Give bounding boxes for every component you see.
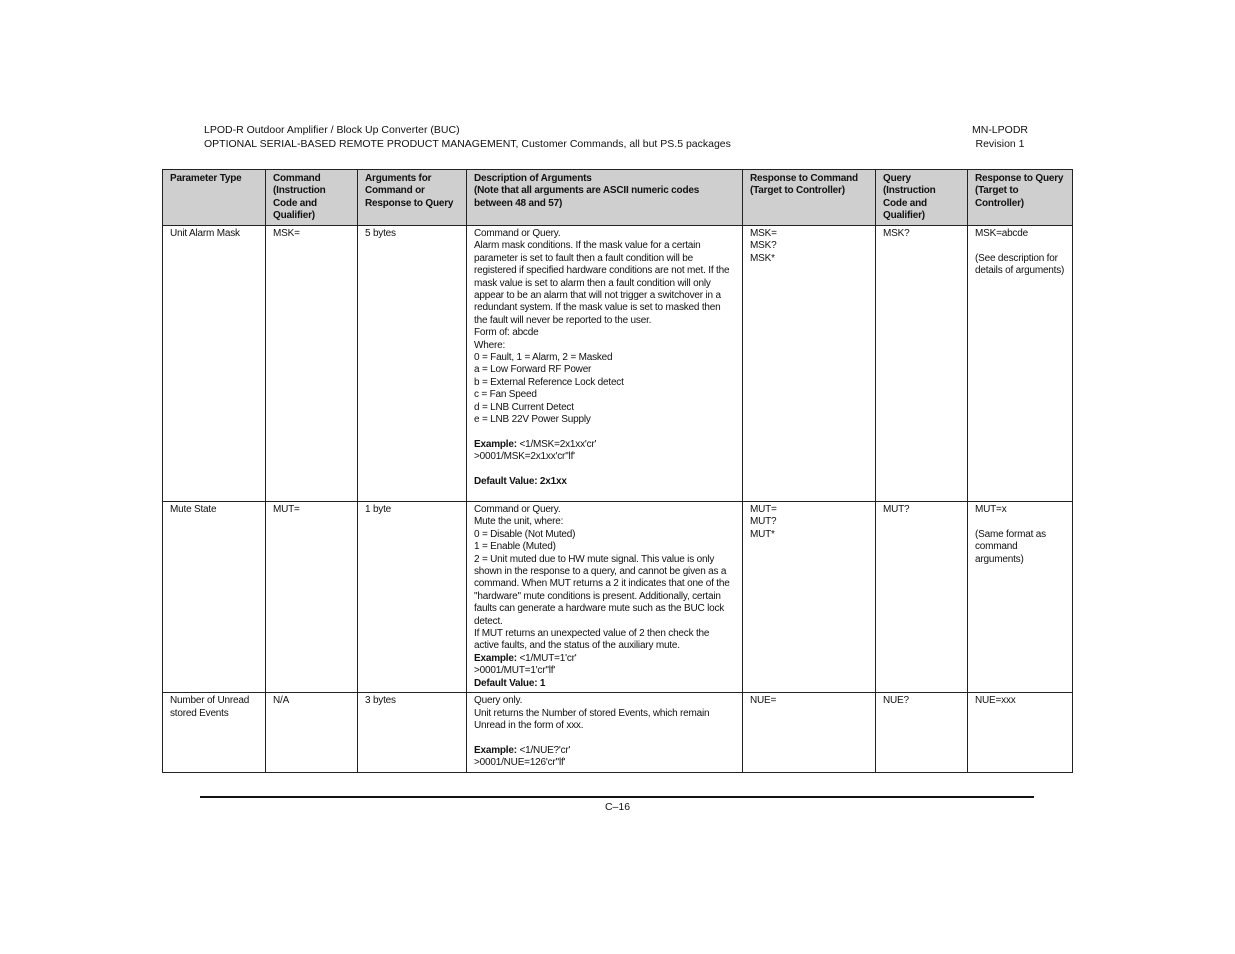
command-cell: N/A	[266, 693, 358, 772]
example-response: >0001/NUE=126'cr''lf'	[474, 757, 566, 769]
command-cell: MSK=	[266, 226, 358, 502]
header-query: Query (Instruction Code and Qualifier)	[876, 170, 968, 226]
example-label: Example:	[474, 744, 517, 756]
description-line: 2 = Unit muted due to HW mute signal. This value is only shown in the response to a query, and cannot be given as a command. When MUT returns a 2 it indicates that one of the "hardware" mute conditions is present. Additionally, certain faults can generate a hardware mute such as the BUC lock detect.	[474, 553, 730, 627]
description-line: 0 = Fault, 1 = Alarm, 2 = Masked	[474, 352, 613, 364]
example-command: <1/NUE?'cr'	[519, 744, 571, 756]
description-line: 1 = Enable (Muted)	[474, 541, 556, 553]
parameter-type-cell: Mute State	[163, 502, 266, 693]
parameter-type-cell: Unit Alarm Mask	[163, 226, 266, 502]
default-label: Default Value:	[474, 476, 538, 488]
command-cell: MUT=	[266, 502, 358, 693]
response-cell	[743, 502, 876, 693]
example-command: <1/MUT=1'cr'	[519, 652, 577, 664]
description-line: b = External Reference Lock detect	[474, 376, 624, 388]
description-line: Query only.	[474, 695, 523, 707]
document-id: MN-LPODR	[971, 124, 1028, 136]
description-cell	[467, 693, 743, 772]
revision: Revision 1	[975, 138, 1025, 150]
description-cell	[467, 502, 743, 693]
query-cell: NUE?	[876, 693, 968, 772]
table-row	[163, 693, 1073, 772]
response-cell	[743, 226, 876, 502]
command-table	[162, 169, 1073, 773]
header-arguments: Arguments for Command or Response to Query	[358, 170, 467, 226]
example-line	[474, 653, 736, 665]
example-response: >0001/MSK=2x1xx'cr''lf'	[474, 451, 575, 463]
header-parameter-type: Parameter Type	[163, 170, 266, 226]
query-response-note: (Same format as command arguments)	[975, 528, 1046, 565]
response-line: MUT*	[750, 528, 775, 540]
footer-divider	[200, 796, 1034, 798]
description-line: Form of: abcde	[474, 327, 539, 339]
table-row	[163, 226, 1073, 502]
query-response-cell	[968, 502, 1073, 693]
description-line: 0 = Disable (Not Muted)	[474, 528, 576, 540]
default-value-line	[474, 476, 736, 488]
document-header	[204, 123, 731, 151]
query-cell: MSK?	[876, 226, 968, 502]
description-line: Alarm mask conditions. If the mask value for a certain parameter is set to fault then a fault condition will be registered if specified hardware conditions are not met. If the mask value is set to alarm then a fault condition will only appear to be an alarm that will not trigger a switchover in a redundant system. If the mask value is set to masked then the fault will never be reported to the user.	[474, 240, 730, 326]
default-value: 1	[539, 677, 546, 689]
header-description-note: (Note that all arguments are ASCII numeric codes between 48 and 57)	[474, 185, 700, 209]
response-line: MSK=	[750, 228, 777, 239]
description-line: Command or Query.	[474, 504, 561, 515]
query-cell: MUT?	[876, 502, 968, 693]
document-id-block	[960, 123, 1040, 151]
example-line	[474, 439, 736, 451]
header-description-title: Description of Arguments	[474, 173, 592, 184]
response-line: MSK?	[750, 240, 777, 252]
header-title: LPOD-R Outdoor Amplifier / Block Up Converter (BUC)	[204, 124, 460, 136]
response-line: MUT?	[750, 516, 777, 528]
header-command: Command (Instruction Code and Qualifier)	[266, 170, 358, 226]
response-line: NUE=	[750, 695, 777, 707]
parameter-type-cell: Number of Unread stored Events	[163, 693, 266, 772]
query-response-cell: NUE=xxx	[968, 693, 1073, 772]
example-response: >0001/MUT=1'cr''lf'	[474, 665, 556, 677]
page-number: C–16	[604, 801, 631, 813]
table-header-row	[163, 170, 1073, 226]
arguments-cell: 1 byte	[358, 502, 467, 693]
default-value-line	[474, 678, 736, 690]
header-description	[467, 170, 743, 226]
description-line: a = Low Forward RF Power	[474, 364, 592, 376]
example-line	[474, 745, 736, 757]
query-response-value: MSK=abcde	[975, 228, 1028, 239]
example-command: <1/MSK=2x1xx'cr'	[519, 438, 597, 450]
header-response-to-query: Response to Query (Target to Controller)	[968, 170, 1073, 226]
description-line: d = LNB Current Detect	[474, 401, 574, 413]
default-label: Default Value:	[474, 677, 538, 689]
description-line: e = LNB 22V Power Supply	[474, 414, 591, 426]
header-subtitle: OPTIONAL SERIAL-BASED REMOTE PRODUCT MANAGEMENT, Customer Commands, all but PS.5 packages	[204, 138, 731, 150]
description-line: Unit returns the Number of stored Events, which remain Unread in the form of xxx.	[474, 707, 710, 731]
description-line: Command or Query.	[474, 228, 561, 239]
description-cell	[467, 226, 743, 502]
default-value: 2x1xx	[539, 476, 567, 488]
response-line: MSK*	[750, 252, 775, 264]
description-line: c = Fan Speed	[474, 389, 537, 401]
table-row	[163, 502, 1073, 693]
query-response-note: (See description for details of arguments)	[975, 252, 1065, 277]
description-line: If MUT returns an unexpected value of 2 then check the active faults, and the status of the auxiliary mute.	[474, 628, 710, 652]
description-line: Where:	[474, 339, 506, 351]
response-cell	[743, 693, 876, 772]
example-label: Example:	[474, 438, 517, 450]
query-response-cell	[968, 226, 1073, 502]
arguments-cell: 3 bytes	[358, 693, 467, 772]
description-line: Mute the unit, where:	[474, 516, 564, 528]
arguments-cell: 5 bytes	[358, 226, 467, 502]
query-response-value: MUT=x	[975, 504, 1007, 515]
header-response-to-command: Response to Command (Target to Controller)	[743, 170, 876, 226]
example-label: Example:	[474, 652, 517, 664]
response-line: MUT=	[750, 504, 777, 515]
